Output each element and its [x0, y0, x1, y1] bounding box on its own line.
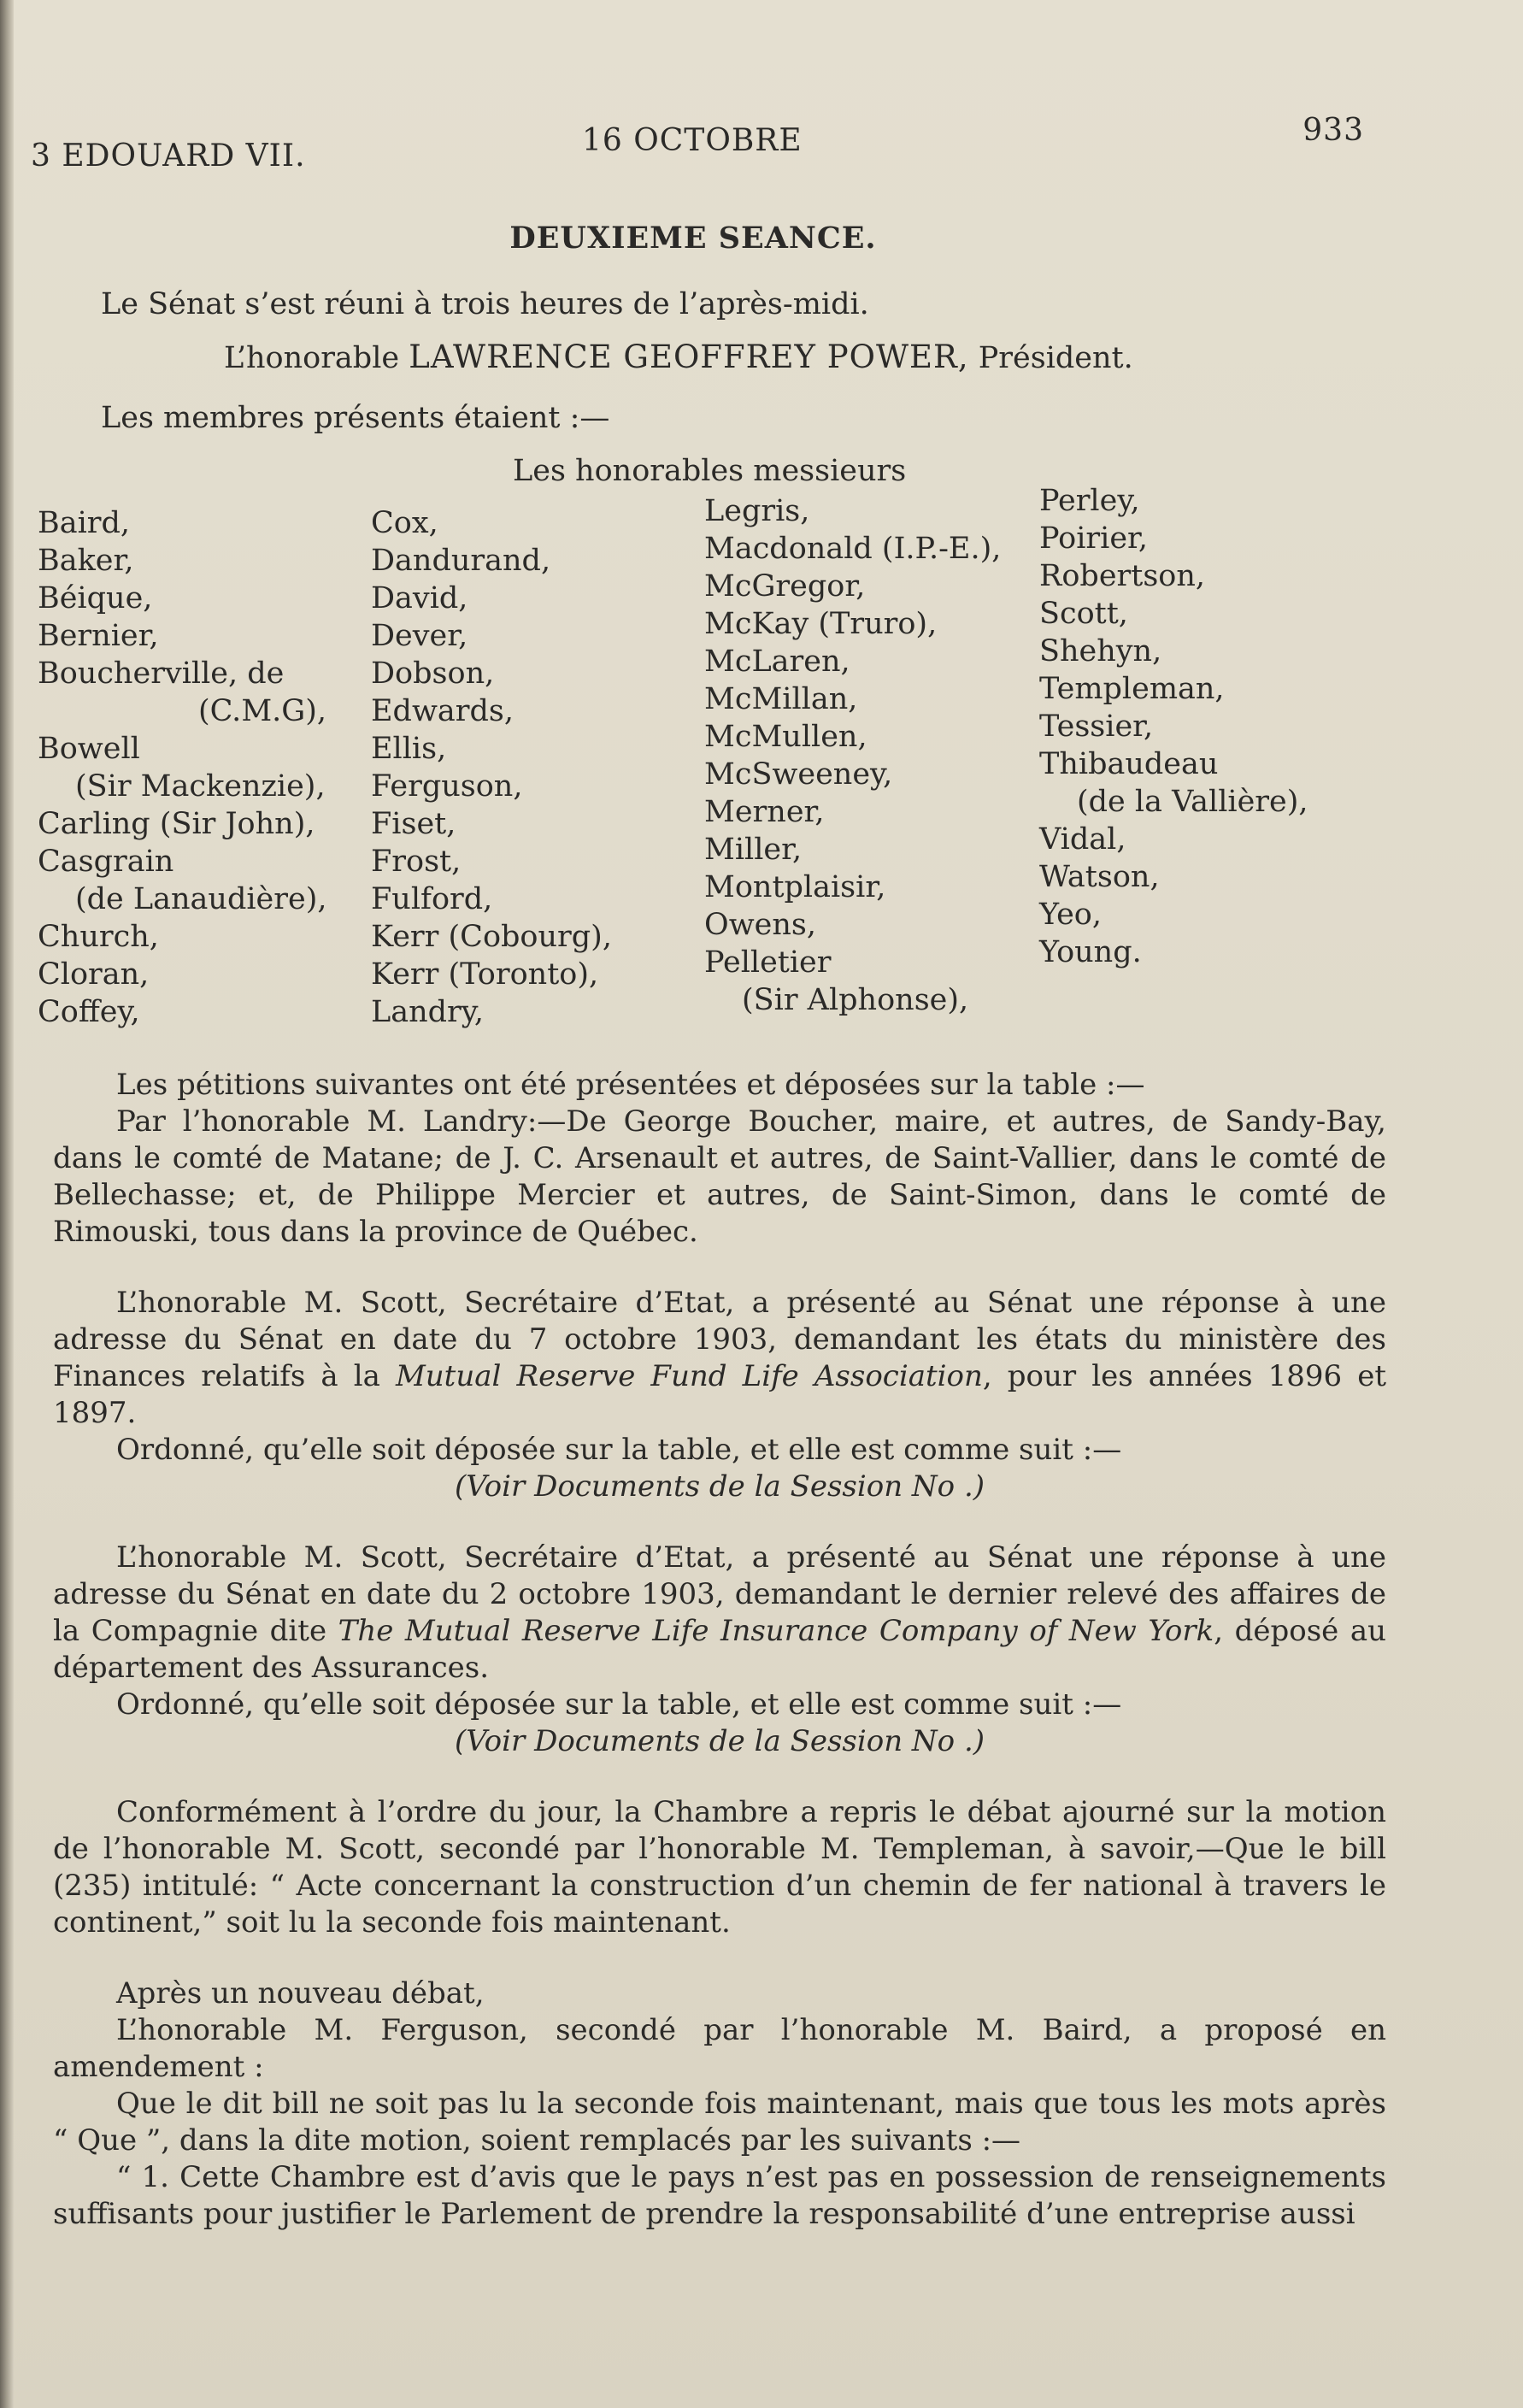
member-name: McMullen,: [704, 720, 867, 754]
member-name: (Sir Alphonse),: [742, 983, 969, 1017]
member-name: Kerr (Toronto),: [371, 957, 599, 992]
member-name: Templeman,: [1039, 672, 1225, 706]
scott-reply-2-text: L’honorable M. Scott, Secrétaire d’Etat, a présenté au Sénat une réponse à une adresse du Sénat en date du 2 octobre 1903, demandant le dernier relevé des affaires de la Compagnie dite: [53, 1540, 1386, 1648]
members-column-3: [704, 492, 1001, 1019]
member-name: McMillan,: [704, 682, 858, 716]
member-name: Cox,: [371, 506, 438, 540]
scott-reply-2: [53, 1540, 1386, 1687]
member-name: McKay (Truro),: [704, 607, 938, 641]
member-name: Béique,: [38, 581, 153, 615]
member-name: Miller,: [704, 833, 803, 867]
member-name: Vidal,: [1039, 822, 1126, 857]
member-name: David,: [371, 581, 468, 615]
member-name: McGregor,: [704, 569, 866, 603]
debate-resumed: Conformément à l’ordre du jour, la Chambre a repris le débat ajourné sur la motion de l’honorable M. Scott, secondé par l’honorable M. Templeman, à savoir,—Que le bill (235) intitulé: “ Acte concernant la construction d’un chemin de fer national à travers le continent,” soit lu la seconde fois maintenant.: [53, 1795, 1386, 1940]
running-header: [31, 113, 1364, 174]
member-name: Poirier,: [1039, 521, 1149, 556]
member-name: Kerr (Cobourg),: [371, 920, 612, 954]
president-line: [224, 338, 1133, 378]
documents-reference-2: (Voir Documents de la Session No .): [454, 1724, 985, 1758]
member-name: (C.M.G),: [198, 694, 327, 728]
member-name: Church,: [38, 920, 159, 954]
member-name: Casgrain: [38, 845, 174, 879]
member-name: McSweeney,: [704, 757, 893, 792]
after-debate: Après un nouveau débat,: [116, 1976, 485, 2011]
member-name: Dever,: [371, 619, 468, 653]
member-name: Bowell: [38, 732, 140, 766]
members-column-1: [38, 504, 327, 1031]
member-name: Bernier,: [38, 619, 159, 653]
section-title: DEUXIEME SEANCE.: [509, 221, 877, 256]
members-intro: Les membres présents étaient :—: [101, 401, 610, 435]
member-name: (Sir Mackenzie),: [75, 769, 326, 804]
member-name: Dandurand,: [371, 544, 551, 578]
scott-reply-1: [53, 1285, 1386, 1432]
member-name: Macdonald (I.P.-E.),: [704, 532, 1002, 566]
opening-line: Le Sénat s’est réuni à trois heures de l’après-midi.: [101, 287, 869, 321]
amendment-point-1: “ 1. Cette Chambre est d’avis que le pays n’est pas en possession de renseignements suffisants pour justifier le Parlement de prendre la responsabilité d’une entreprise aussi: [53, 2160, 1386, 2231]
member-name: Cloran,: [38, 957, 150, 992]
member-name: (de Lanaudière),: [75, 882, 327, 916]
member-name: (de la Vallière),: [1077, 785, 1308, 819]
page-number: 933: [1302, 113, 1364, 148]
member-name: Edwards,: [371, 694, 515, 728]
president-role: Président.: [978, 341, 1133, 375]
member-name: Robertson,: [1039, 559, 1206, 593]
member-name: Fulford,: [371, 882, 493, 916]
members-column-4: [1039, 482, 1308, 971]
scott-reply-1-text: L’honorable M. Scott, Secrétaire d’Etat, a présenté au Sénat une réponse à une adresse du Sénat en date du 7 octobre 1903, demandant les états du ministère des Finances relatifs à la: [53, 1286, 1386, 1393]
member-name: Shehyn,: [1039, 634, 1162, 668]
member-name: Thibaudeau: [1039, 747, 1219, 781]
ordered-2: Ordonné, qu’elle soit déposée sur la table, et elle est comme suit :—: [116, 1687, 1122, 1722]
member-name: Pelletier: [704, 945, 832, 980]
petitions-intro: Les pétitions suivantes ont été présentées et déposées sur la table :—: [116, 1068, 1145, 1102]
member-name: Baker,: [38, 544, 134, 578]
amendment-text: Que le dit bill ne soit pas lu la seconde fois maintenant, mais que tous les mots après “ Que ”, dans la dite motion, soient remplacés par les suivants :—: [53, 2087, 1386, 2158]
page-edge-shadow: [0, 0, 14, 2408]
scott-reply-2-company: The Mutual Reserve Life Insurance Company of New York: [338, 1614, 1214, 1648]
scott-reply-1-end: , pour les années 1896 et 1897.: [53, 1359, 1387, 1430]
member-name: Owens,: [704, 908, 816, 942]
member-name: Merner,: [704, 795, 825, 829]
petitions-detail: Par l’honorable M. Landry:—De George Boucher, maire, et autres, de Sandy-Bay, dans le comté de Matane; de J. C. Arsenault et autres, de Saint-Vallier, dans le comté de Bellechasse; et, de Philippe Mercier et autres, de Saint-Simon, dans le comté de Rimouski, tous dans la province de Québec.: [53, 1104, 1386, 1249]
member-name: Yeo,: [1039, 898, 1102, 932]
member-name: Fiset,: [371, 807, 456, 841]
header-regnal-year: 3 EDOUARD VII.: [31, 138, 306, 174]
member-name: Ellis,: [371, 732, 447, 766]
member-name: Baird,: [38, 506, 131, 540]
scott-reply-1-company: Mutual Reserve Fund Life Association: [395, 1359, 983, 1393]
member-name: Young.: [1039, 935, 1142, 969]
member-name: Perley,: [1039, 484, 1140, 518]
president-prefix: L’honorable: [224, 341, 400, 375]
documents-reference-1: (Voir Documents de la Session No .): [454, 1469, 985, 1504]
member-name: Montplaisir,: [704, 870, 886, 904]
member-name: Landry,: [371, 995, 485, 1029]
member-name: Tessier,: [1039, 709, 1154, 744]
members-column-2: [371, 504, 612, 1031]
ordered-1: Ordonné, qu’elle soit déposée sur la table, et elle est comme suit :—: [116, 1433, 1122, 1467]
member-name: Carling (Sir John),: [38, 807, 315, 841]
scott-reply-2-end: , déposé au département des Assurances.: [53, 1614, 1386, 1685]
members-list: [38, 484, 1354, 1051]
member-name: Scott,: [1039, 597, 1128, 631]
member-name: Watson,: [1039, 860, 1160, 894]
president-name: LAWRENCE GEOFFREY POWER,: [409, 339, 969, 375]
member-name: Legris,: [704, 494, 810, 528]
member-name: Ferguson,: [371, 769, 523, 804]
member-name: Frost,: [371, 845, 462, 879]
header-date: 16 OCTOBRE: [582, 123, 803, 158]
member-name: Boucherville, de: [38, 656, 285, 691]
member-name: Coffey,: [38, 995, 140, 1029]
member-name: Dobson,: [371, 656, 495, 691]
body-text: [53, 1067, 1386, 2233]
member-name: McLaren,: [704, 645, 850, 679]
members-heading: Les honorables messieurs: [513, 454, 907, 488]
ferguson-amendment: L’honorable M. Ferguson, secondé par l’honorable M. Baird, a proposé en amendement :: [53, 2013, 1386, 2084]
